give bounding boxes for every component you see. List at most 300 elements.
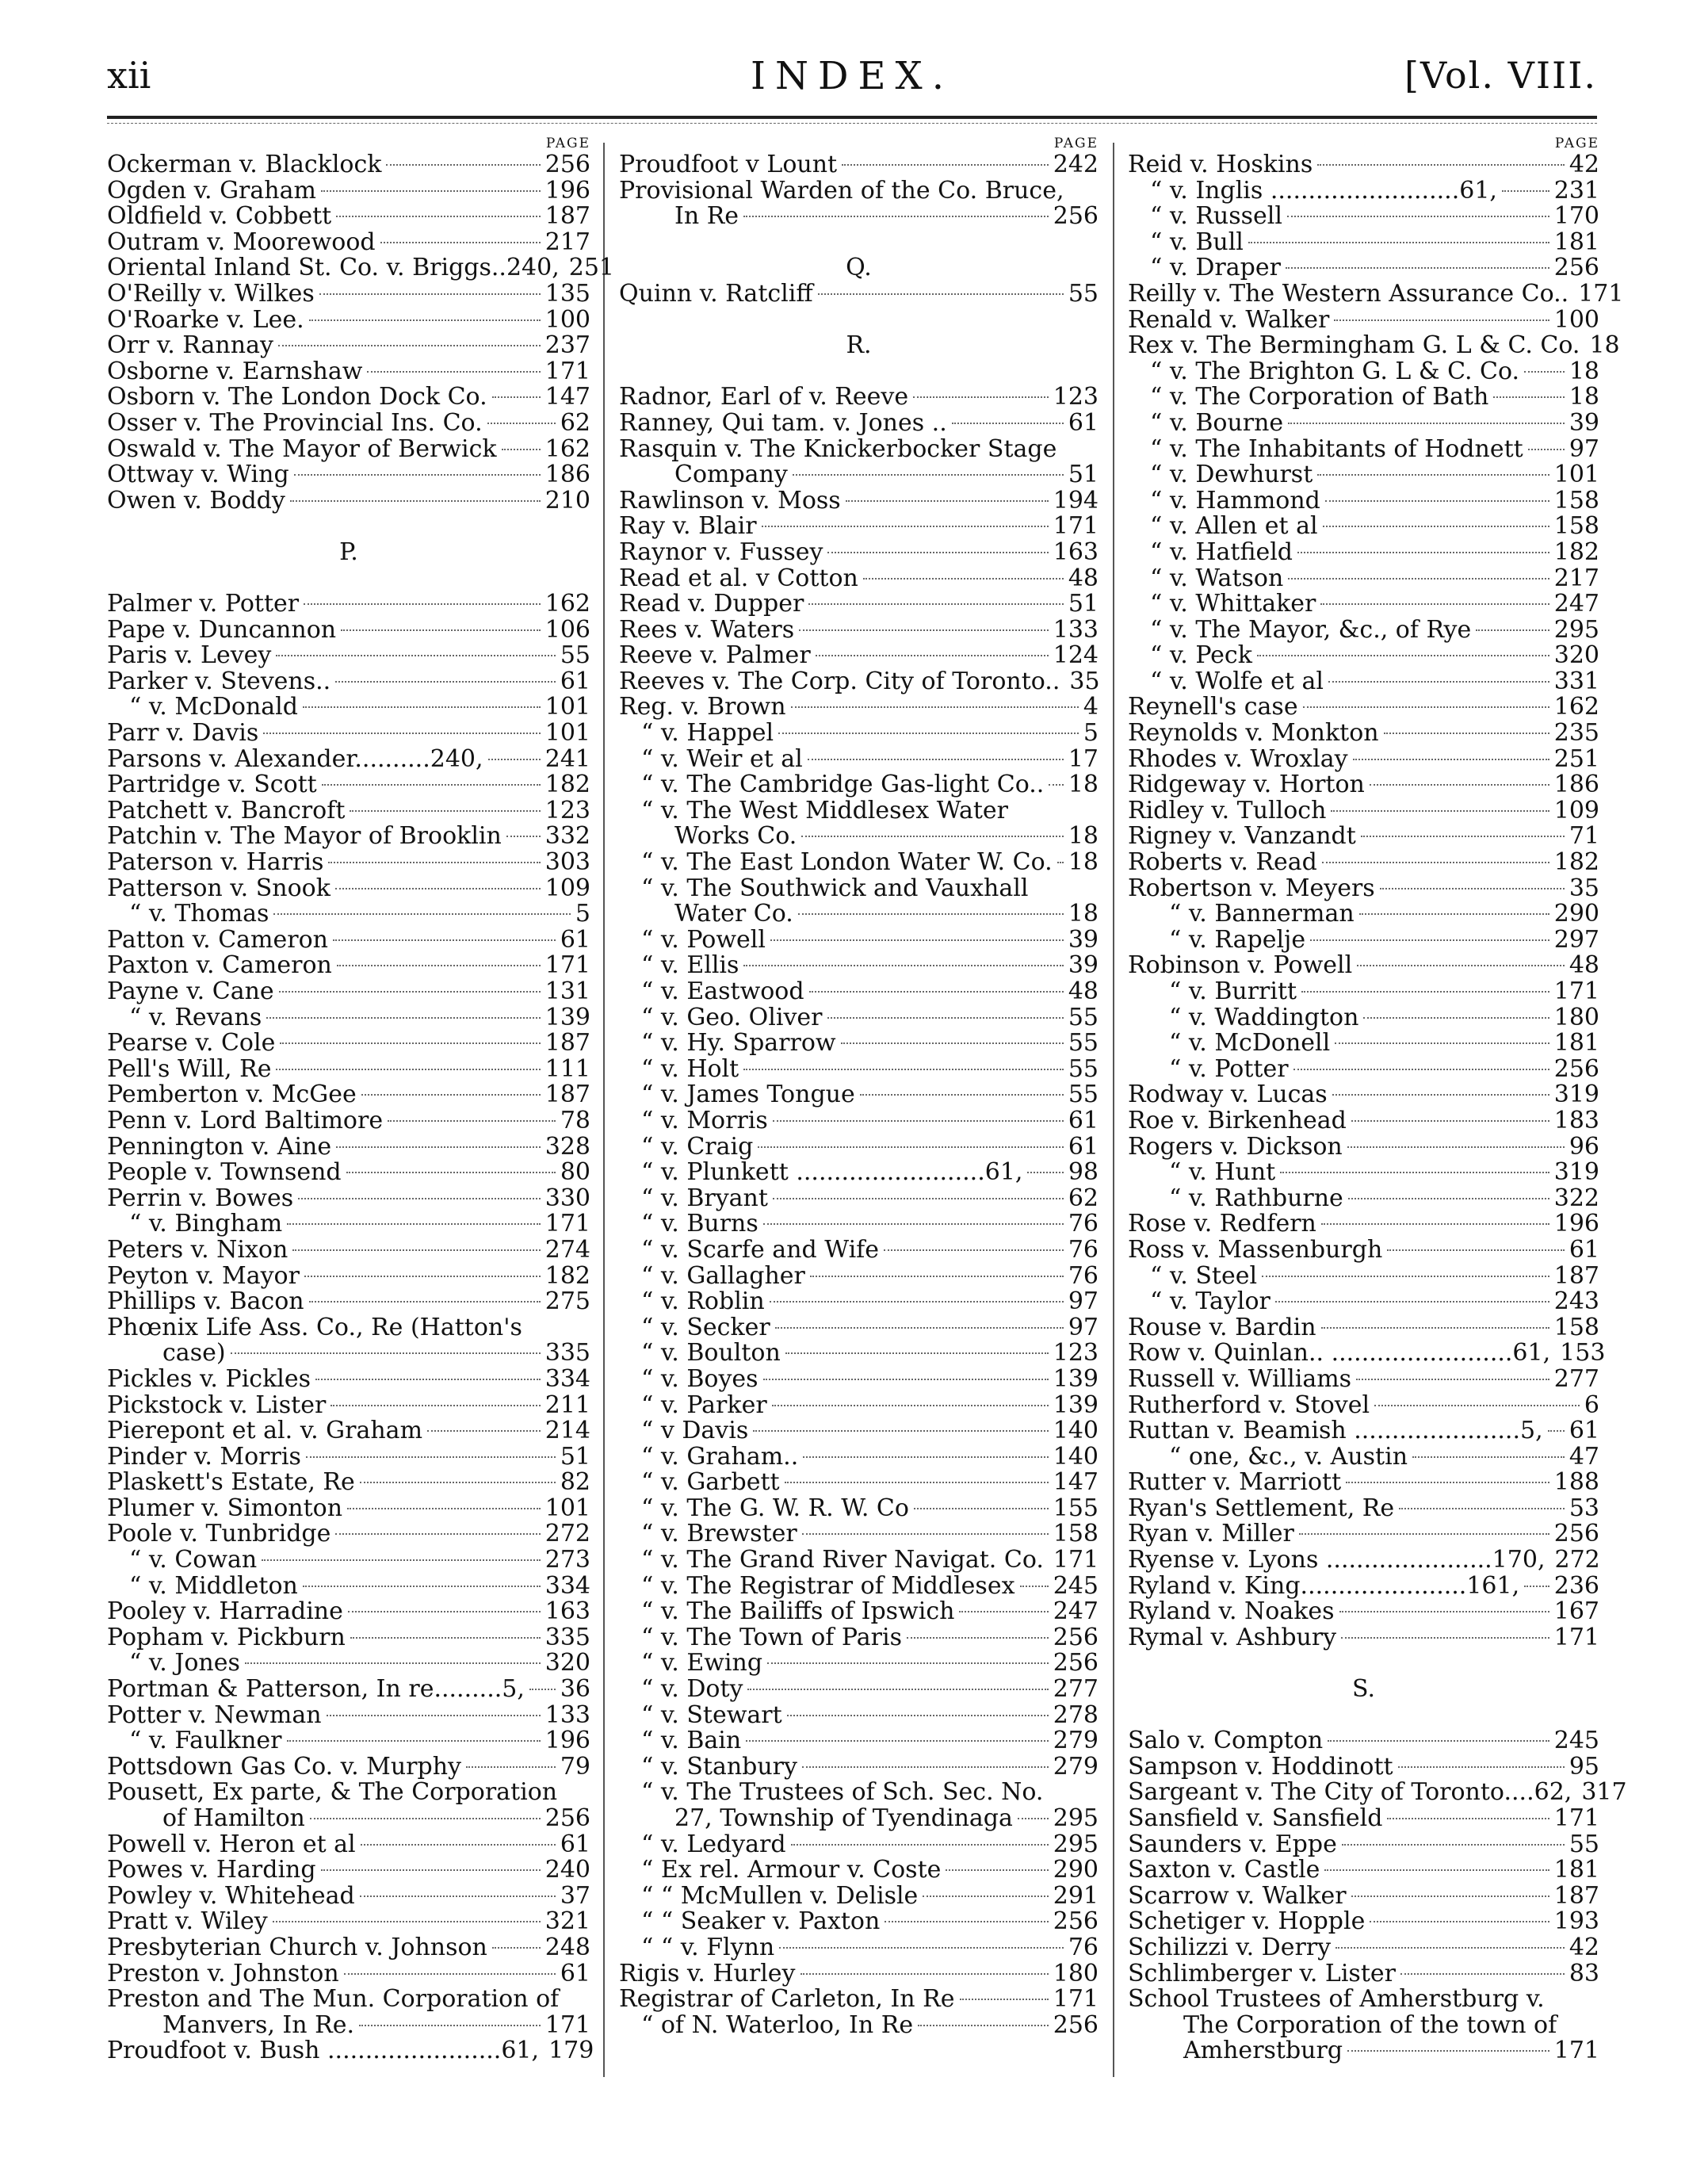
page-reference: 171 [1553,2037,1599,2065]
page-reference: 97 [1569,434,1599,463]
page-reference: 247 [1553,590,1599,618]
case-name: Preston v. Johnston [107,1959,339,1987]
index-entry [619,1909,1099,1935]
page-reference: 181 [1553,1856,1599,1884]
case-name: Sargeant v. The City of Toronto....62, [1128,1778,1572,1807]
page-reference: 162 [544,590,590,618]
case-name: Osborn v. The London Dock Co. [107,383,487,411]
column-page-heading: PAGE [545,136,590,151]
case-name: 27, Township of Tyendinaga [674,1804,1013,1832]
dot-leader [808,759,1064,760]
page-reference: 171 [1578,279,1624,308]
index-entry [1128,384,1599,411]
index-entry [1128,925,1599,954]
page-reference: 123 [1053,1339,1099,1368]
index-entry [1128,1315,1599,1341]
case-name: “ v. Bryant [641,1184,768,1212]
case-name: Parr v. Davis [107,719,259,748]
dot-leader [907,1637,1049,1639]
dot-leader [885,1921,1048,1922]
case-name: “ v. Wolfe et al [1150,667,1324,695]
case-name: “ v. Jones [129,1649,240,1677]
page-reference: 231 [1553,176,1599,205]
index-entry [107,1108,590,1134]
case-name: “ v. Whittaker [1150,590,1316,618]
case-name: “ v. Allen et al [1150,512,1318,541]
case-name: “ v. Ledyard [641,1830,786,1858]
dot-leader [335,1533,540,1535]
page-reference: 6 [1584,1391,1599,1419]
case-name: “ v. Brewster [641,1520,797,1548]
case-name: “ v. Burritt [1169,977,1297,1005]
page-reference: 101 [544,1494,590,1522]
page-reference: 320 [544,1649,590,1677]
page-reference: 322 [1553,1184,1599,1212]
page-reference: 109 [544,874,590,902]
dot-leader [1324,1869,1549,1871]
index-entry [107,281,590,308]
index-entry [107,1857,590,1884]
index-entry [107,953,590,979]
dot-leader [328,862,540,863]
case-name: “ v. Waddington [1169,1003,1359,1031]
case-name: “ v. Bull [1150,228,1244,256]
page-reference: 245 [1053,1571,1099,1600]
page-reference: 42 [1569,1933,1599,1961]
index-entry [1128,1393,1599,1419]
dot-leader [280,1042,540,1044]
dot-leader [1347,2050,1549,2052]
dot-leader [488,759,541,760]
dot-leader [1322,862,1549,863]
dot-leader [1339,1611,1549,1612]
index-entry [107,901,590,928]
entry-line: Provisional Warden of the Co. Bruce, [619,176,1064,205]
index-entry [619,1935,1099,1961]
dot-leader [773,1120,1064,1122]
page-reference: 241 [544,744,590,773]
dot-leader [1320,603,1549,605]
dot-leader [309,1301,541,1303]
dot-leader [1325,500,1549,502]
page-reference: 101 [544,693,590,721]
index-entry [619,462,1099,488]
index-entry [619,1881,1099,1910]
case-name: “ v. Peck [1150,641,1252,670]
case-name: Rodway v. Lucas [1128,1081,1328,1109]
page-reference: 242 [1053,151,1099,178]
case-name: Rouse v. Bardin [1128,1313,1316,1341]
dot-leader [298,1198,541,1199]
index-entry [619,1599,1099,1625]
index-entry [619,1444,1099,1471]
page-reference: 319 [1553,1081,1599,1109]
index-entry [107,1728,590,1754]
index-entry [107,1005,590,1031]
case-name: “ “ Seaker v. Paxton [641,1907,881,1936]
dot-leader [287,1740,541,1742]
dot-leader [427,1430,541,1432]
index-entry [1128,1289,1599,1315]
page-reference: 279 [1053,1752,1099,1781]
index-entry [1128,408,1599,437]
page-reference: 210 [544,486,590,515]
index-entry [107,1444,590,1471]
case-name: “ v. Draper [1150,254,1281,282]
page-reference: 162 [1553,693,1599,721]
page-reference: 332 [544,822,590,851]
dot-leader [335,681,556,683]
page-reference: 256 [1553,1520,1599,1548]
page-reference: 55 [1068,279,1099,308]
index-entry [1128,1599,1599,1625]
spacer [619,230,1099,256]
page-reference: 291 [1053,1881,1099,1910]
dot-leader [773,1198,1064,1199]
page-reference: 171 [544,2010,590,2039]
index-entry [619,1186,1099,1212]
page-reference: 256 [544,1804,590,1832]
index-entry [619,1961,1099,1987]
case-name: Pennington v. Aine [107,1132,332,1161]
index-entry [107,1677,590,1703]
dot-leader [1346,1482,1549,1483]
index-entry [1128,1031,1599,1057]
dot-leader [1342,1844,1565,1846]
case-name: Proudfoot v. Bush .......................61, [107,2037,540,2065]
page-reference: 158 [1553,512,1599,541]
dot-leader [1334,319,1549,321]
index-entry [1128,1108,1599,1134]
index-entry [619,1521,1099,1547]
index-entry [107,1881,590,1910]
page-reference: 61 [560,1959,590,1987]
index-entry [1128,359,1599,385]
case-name: “ v. The Corporation of Bath [1150,383,1489,411]
case-name: “ v. Scarfe and Wife [641,1235,880,1264]
column-page-heading: PAGE [1554,136,1599,151]
dot-leader [279,991,541,993]
dot-leader [327,1715,541,1716]
index-entry [619,1341,1099,1367]
dot-leader [502,449,541,450]
index-entry [619,643,1099,669]
page-reference: 140 [1053,1417,1099,1445]
index-entry [1128,824,1599,850]
index-entry [619,721,1099,747]
case-name: Phillips v. Bacon [107,1287,304,1316]
case-name: “ v. Graham.. [641,1442,799,1471]
dot-leader [791,1844,1049,1846]
index-entry [1128,1235,1599,1264]
case-name: O'Roarke v. Lee. [107,305,304,334]
case-name: “ v. Potter [1169,1054,1289,1083]
dot-leader [322,784,541,786]
dot-leader [388,1120,556,1122]
index-entry [107,1625,590,1651]
index-entry [1128,434,1599,463]
case-name: Reeve v. Palmer [619,641,811,670]
dot-leader [350,1637,541,1639]
page-reference: 163 [1053,537,1099,566]
case-name: Paterson v. Harris [107,848,324,877]
index-entry [619,979,1099,1005]
spacer [619,308,1099,334]
dot-leader [746,1740,1049,1742]
dot-leader [336,1146,541,1148]
dot-leader [380,242,541,243]
dot-leader [770,1301,1064,1303]
case-name: Rutherford v. Stovel [1128,1391,1370,1419]
dot-leader [348,1611,541,1612]
index-entry [107,359,590,385]
case-name: “ v. Ellis [641,951,739,980]
page-reference: 96 [1569,1132,1599,1161]
page-reference: 4 [1083,693,1099,721]
page-reference: 273 [544,1546,590,1574]
index-entry [107,204,590,230]
index-entry [1128,1134,1599,1161]
index-entry [1128,204,1599,230]
index-entry [107,1599,590,1625]
dot-leader [1280,1172,1549,1173]
index-entry [619,1418,1099,1444]
index-entry [619,1987,1099,2013]
index-entry [1128,230,1599,256]
dot-leader [245,1662,541,1664]
index-entry [107,591,590,618]
case-name: Rees v. Waters [619,615,795,644]
index-entry [619,744,1099,773]
page-reference: 187 [1553,1261,1599,1290]
dot-leader [1363,1017,1549,1019]
dot-leader [347,1508,541,1509]
index-entry [1128,1778,1627,1807]
index-entry [107,333,590,359]
case-name: Ockerman v. Blacklock [107,151,382,178]
case-name: Partridge v. Scott [107,771,317,799]
index-entry [619,281,1099,308]
index-entry [107,305,590,334]
index-entry [1128,772,1599,798]
dot-leader [294,474,541,476]
case-name: “ v. Weir et al [641,744,803,773]
case-name: “ v. The Town of Paris [641,1623,902,1651]
page-reference: 194 [1053,486,1099,515]
case-name: Rawlinson v. Moss [619,486,841,515]
dot-leader [827,1017,1064,1019]
dot-leader [1400,1973,1565,1975]
index-entry [619,1364,1099,1393]
dot-leader [310,1818,541,1819]
page-reference: 186 [1553,771,1599,799]
index-entry [107,1832,590,1858]
dot-leader [1027,1172,1063,1173]
index-entry [1128,1211,1599,1238]
entry-line: School Trustees of Amherstburg v. [1128,1985,1545,2014]
page-reference: 101 [544,719,590,748]
index-entry [619,925,1099,954]
dot-leader [808,603,1064,605]
index-entry [619,1160,1099,1186]
index-entry [619,488,1099,515]
page-reference: 211 [544,1391,590,1419]
page-reference: 100 [544,305,590,334]
case-name: Pickles v. Pickles [107,1364,311,1393]
index-entry [619,2010,1099,2039]
case-name: “ v. Bingham [129,1210,283,1238]
dot-leader [1332,1094,1549,1096]
dot-leader [946,1869,1048,1871]
page-reference: 42 [1569,151,1599,178]
case-name: Rutter v. Marriott [1128,1468,1342,1497]
case-name: Roberts v. Read [1128,848,1317,877]
page-reference: 290 [1553,900,1599,928]
case-name: Reynolds v. Monkton [1128,719,1379,748]
index-entry [1128,1547,1599,1574]
case-name: Scarrow v. Walker [1128,1881,1347,1910]
index-entry [1128,1832,1599,1858]
index-entry [107,1806,590,1832]
index-entry [1128,152,1599,178]
case-name: Ogden v. Graham [107,176,316,205]
case-name: “ v. McDonald [129,693,298,721]
index-entry [1128,1082,1599,1108]
index-entry [1128,1881,1599,1910]
page-reference: 51 [560,1442,590,1471]
dot-leader [775,1327,1064,1329]
index-entry [107,1054,590,1083]
page-reference: 245 [1553,1727,1599,1755]
case-name: Ryland v. King......................161, [1128,1571,1520,1600]
case-name: Patterson v. Snook [107,874,331,902]
page-reference: 76 [1068,1235,1099,1264]
page-reference: 186 [544,461,590,489]
page-reference: 61 [560,925,590,954]
dot-leader [960,1999,1049,2000]
page-reference: 35 [1069,667,1100,695]
dot-leader [1287,216,1549,217]
case-name: “ v. Hatfield [1150,537,1293,566]
dot-leader [810,1276,1064,1277]
case-name: Perrin v. Bowes [107,1184,294,1212]
index-entry [107,772,590,798]
dot-leader [292,1249,540,1251]
index-entry [619,953,1099,979]
dot-leader [1323,526,1549,527]
index-entry [107,1571,590,1600]
page-reference: 237 [544,331,590,360]
page-reference: 124 [1053,641,1099,670]
page-reference: 279 [1053,1727,1099,1755]
case-name: Russell v. Williams [1128,1364,1352,1393]
dot-leader [287,1223,541,1225]
case-name: Read et al. v Cotton [619,564,858,592]
page-reference: 167 [1553,1597,1599,1626]
index-entry [107,876,590,902]
volume-label: [Vol. VIII. [1404,54,1597,97]
dot-leader [315,1379,541,1380]
dot-leader [913,396,1049,398]
case-name: Robertson v. Meyers [1128,874,1375,902]
dot-leader [753,1430,1049,1432]
dot-leader [231,1352,541,1354]
page-reference: 236 [1553,1571,1599,1600]
dot-leader [1387,1249,1565,1251]
page-reference: 170 [1553,202,1599,231]
case-name: “ v. James Tongue [641,1081,855,1109]
spacer [1128,1703,1599,1729]
case-name: Patchin v. The Mayor of Brooklin [107,822,502,851]
index-entry [619,1261,1099,1290]
case-name: Robinson v. Powell [1128,951,1353,980]
section-letter: R. [846,331,872,360]
page-reference: 55 [1569,1830,1599,1858]
page-reference: 196 [544,1727,590,1755]
case-name: Proudfoot v Lount [619,151,838,178]
page-reference: 180 [1553,1003,1599,1031]
dot-leader [1297,552,1549,553]
page-reference: 188 [1553,1468,1599,1497]
index-entry [107,1186,590,1212]
index-entry [107,1160,590,1186]
page-reference: 139 [1053,1364,1099,1393]
dot-leader [290,500,541,502]
case-name: “ v. Bannerman [1169,900,1355,928]
index-entry [1128,1418,1599,1444]
index-entry [107,1470,590,1496]
case-name: case) [162,1339,226,1368]
case-name: Orr v. Rannay [107,331,273,360]
dot-leader [1288,578,1549,580]
page-reference: 61 [1068,1132,1099,1161]
page-reference: 328 [544,1132,590,1161]
index-entry [107,1289,590,1315]
index-entry [1128,1054,1599,1083]
page-reference: 320 [1553,641,1599,670]
page-reference: 187 [1553,1881,1599,1910]
case-name: “ Ex rel. Armour v. Coste [641,1856,942,1884]
case-name: “ v. McDonell [1169,1029,1331,1058]
case-name: “ one, &c., v. Austin [1169,1442,1408,1471]
page-reference: 101 [1553,461,1599,489]
page-reference: 55 [1068,1029,1099,1058]
dot-leader [1347,1146,1565,1148]
page-reference: 18 [1068,771,1099,799]
index-entry [619,1470,1099,1496]
dot-leader [492,1947,541,1949]
index-entry [1128,178,1599,205]
page-reference: 61 [1569,1417,1599,1445]
dot-leader [350,810,540,812]
dot-leader [1286,267,1549,269]
index-entry [107,979,590,1005]
case-name: Ryland v. Noakes [1128,1597,1335,1626]
index-entry [619,1082,1099,1108]
dot-leader [1353,759,1549,760]
case-name: Peyton v. Mayor [107,1261,300,1290]
case-name: Reg. v. Brown [619,693,786,721]
index-entry [107,1418,590,1444]
page-reference: 335 [544,1623,590,1651]
page-reference: 133 [544,1700,590,1729]
index-entry [1128,1521,1599,1547]
page-reference: 214 [544,1417,590,1445]
dot-leader [273,913,570,915]
dot-leader [1328,1740,1549,1742]
page-reference: 18 [1068,848,1099,877]
case-name: Popham v. Pickburn [107,1623,346,1651]
